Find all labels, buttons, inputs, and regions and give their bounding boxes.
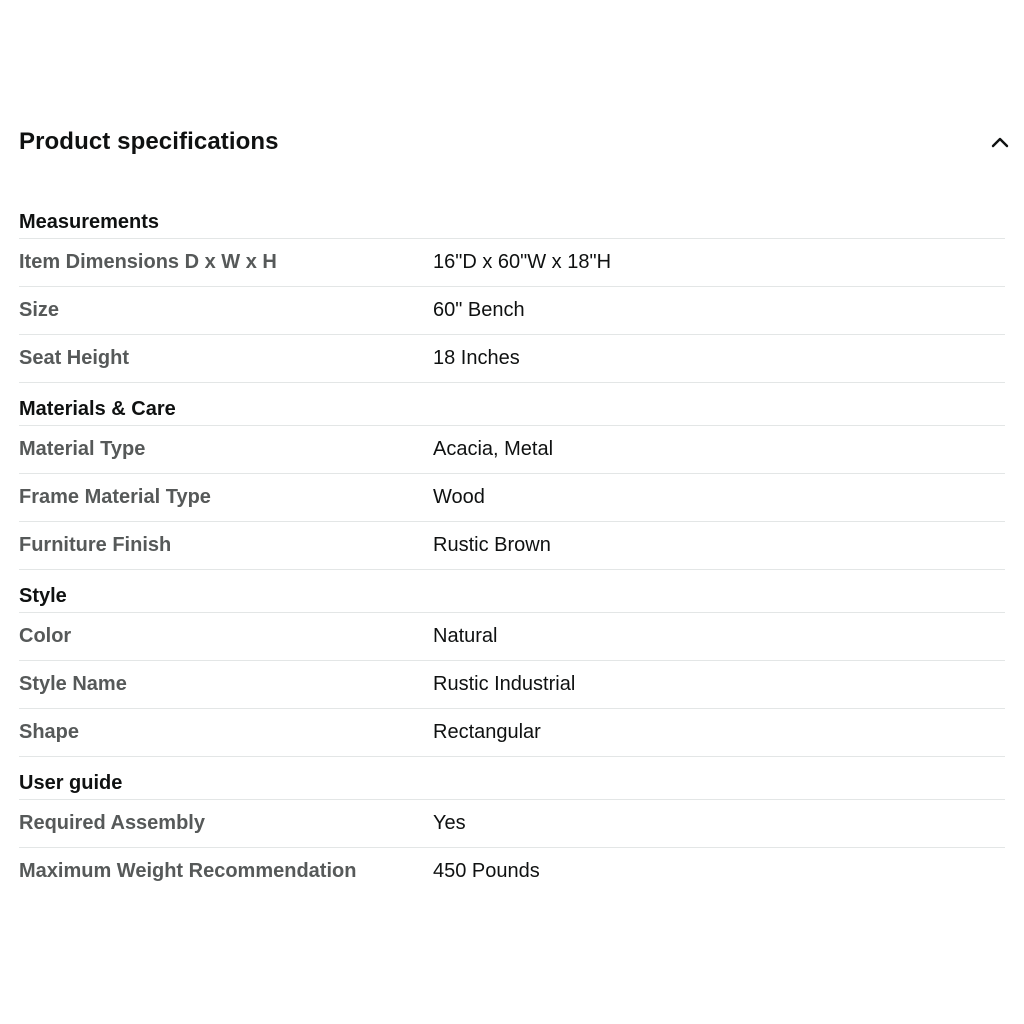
section-heading: Measurements bbox=[19, 196, 1005, 239]
section-heading: Style bbox=[19, 570, 1005, 613]
spec-label: Frame Material Type bbox=[19, 486, 211, 508]
spec-row bbox=[19, 522, 1005, 570]
section-heading: User guide bbox=[19, 757, 1005, 800]
spec-value: 16"D x 60"W x 18"H bbox=[433, 251, 612, 273]
spec-label: Item Dimensions D x W x H bbox=[19, 251, 277, 273]
spec-row bbox=[19, 335, 1005, 383]
spec-label: Required Assembly bbox=[19, 812, 205, 834]
spec-value: Yes bbox=[433, 812, 466, 834]
section-materials-care bbox=[19, 383, 1005, 570]
spec-value: Rustic Industrial bbox=[433, 673, 576, 695]
spec-value: 18 Inches bbox=[433, 347, 520, 369]
spec-row bbox=[19, 287, 1005, 335]
section-style bbox=[19, 570, 1005, 757]
collapse-button[interactable] bbox=[983, 125, 1017, 159]
spec-value: Wood bbox=[433, 486, 485, 508]
spec-label: Furniture Finish bbox=[19, 534, 172, 556]
section-user-guide bbox=[19, 757, 1005, 895]
page-title: Product specifications bbox=[19, 128, 279, 155]
spec-value: Rustic Brown bbox=[433, 534, 551, 556]
spec-label: Shape bbox=[19, 721, 80, 743]
spec-label: Size bbox=[19, 299, 60, 321]
spec-row bbox=[19, 239, 1005, 287]
spec-value: Natural bbox=[433, 625, 498, 647]
spec-value: 60" Bench bbox=[433, 299, 525, 321]
spec-value: Acacia, Metal bbox=[433, 438, 554, 460]
spec-row bbox=[19, 709, 1005, 757]
spec-row bbox=[19, 800, 1005, 848]
product-specifications-panel bbox=[19, 112, 1005, 895]
spec-row bbox=[19, 661, 1005, 709]
section-measurements bbox=[19, 196, 1005, 383]
spec-label: Style Name bbox=[19, 673, 127, 695]
spec-label: Seat Height bbox=[19, 347, 130, 369]
spec-label: Maximum Weight Recommendation bbox=[19, 860, 357, 882]
spec-row bbox=[19, 474, 1005, 522]
spec-row bbox=[19, 426, 1005, 474]
spec-row bbox=[19, 848, 1005, 895]
chevron-up-icon bbox=[990, 135, 1010, 149]
spec-label: Material Type bbox=[19, 438, 146, 460]
spec-value: Rectangular bbox=[433, 721, 541, 743]
spec-row bbox=[19, 613, 1005, 661]
specifications-header[interactable] bbox=[19, 112, 1005, 172]
spec-label: Color bbox=[19, 625, 72, 647]
section-heading: Materials & Care bbox=[19, 383, 1005, 426]
spec-value: 450 Pounds bbox=[433, 860, 540, 882]
